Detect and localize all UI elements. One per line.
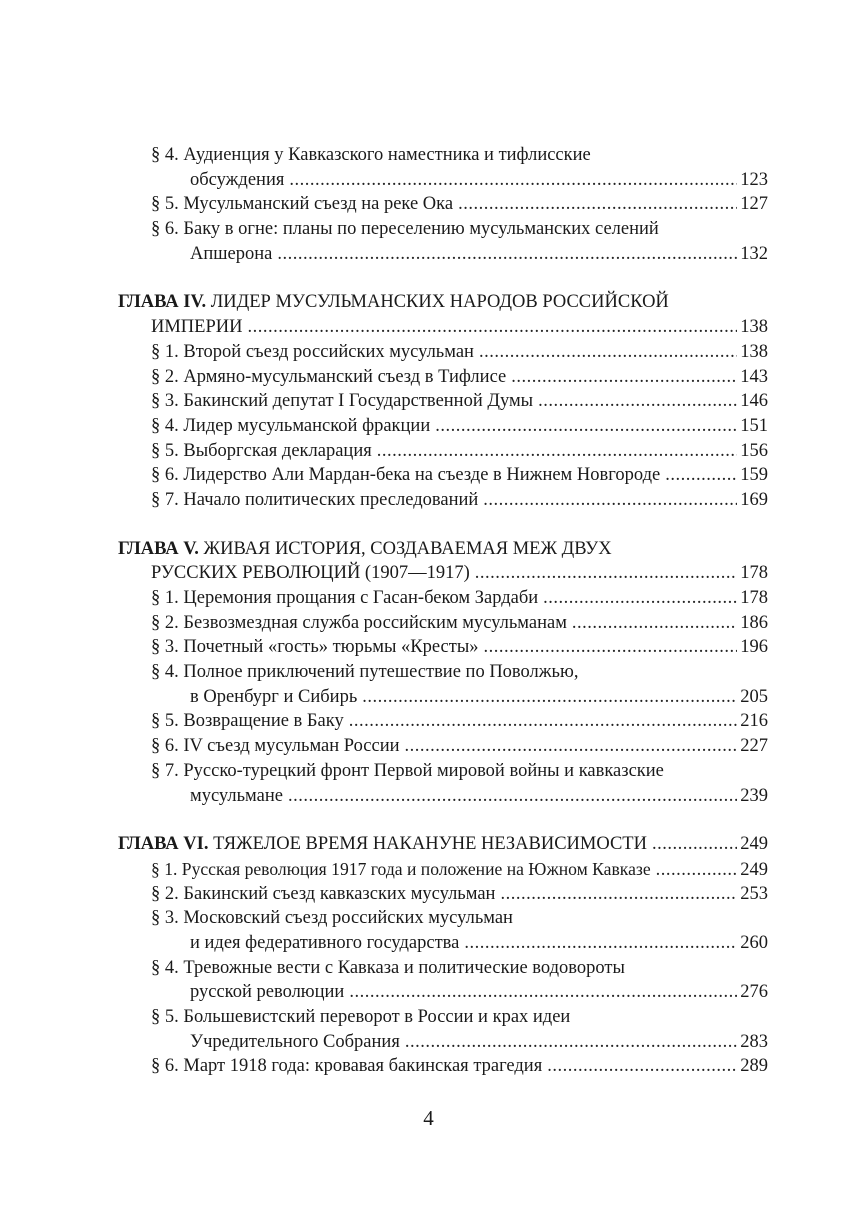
toc-page-number: 159 — [740, 465, 768, 486]
toc-entry-text: Учредительного Собрания — [190, 1031, 400, 1052]
toc-entry — [118, 168, 768, 193]
chapter-label: ГЛАВА IV. — [118, 292, 207, 313]
toc-entry-text: русской революции — [190, 982, 345, 1003]
toc-entry-text: § 6. Март 1918 года: кровавая бакинская трагедия — [151, 1056, 543, 1077]
toc-entry-text: § 4. Тревожные вести с Кавказа и политические водовороты — [151, 957, 625, 978]
chapter-title: РУССКИХ РЕВОЛЮЦИЙ (1907—1917) — [151, 563, 470, 584]
toc-page-number: 227 — [740, 736, 768, 757]
toc-entry-text: § 4. Лидер мусульманской фракции — [151, 415, 431, 436]
toc-entry — [118, 1005, 768, 1030]
toc-page-number: 127 — [740, 194, 768, 215]
toc-entry — [118, 660, 768, 685]
toc-page-number: 143 — [740, 366, 768, 387]
leader-dots — [538, 389, 737, 414]
toc-entry-text: § 2. Армяно-мусульманский съезд в Тифлисе — [151, 366, 507, 387]
toc-page-number: 132 — [740, 243, 768, 264]
toc-entry-text: § 5. Возвращение в Баку — [151, 711, 344, 732]
leader-dots — [665, 463, 737, 488]
chapter-label: ГЛАВА VI. — [118, 834, 209, 855]
leader-dots — [483, 488, 737, 513]
toc-entry — [118, 931, 768, 956]
toc-entry — [118, 635, 768, 660]
toc-page-number: 205 — [740, 686, 768, 707]
toc-page-number: 151 — [740, 415, 768, 436]
toc-page-number: 216 — [740, 711, 768, 732]
toc-entry — [118, 882, 768, 907]
leader-dots — [500, 882, 737, 907]
toc-entry-text: § 2. Бакинский съезд кавказских мусульман — [151, 883, 496, 904]
leader-dots — [405, 734, 738, 759]
toc-entry-text: § 1. Церемония прощания с Гасан-беком Зардаби — [151, 588, 539, 608]
chapter-title: ЖИВАЯ ИСТОРИЯ, СОЗДАВАЕМАЯ МЕЖ ДВУХ — [198, 538, 612, 559]
leader-dots — [362, 685, 737, 710]
toc-page-number: 196 — [740, 637, 768, 658]
leader-dots — [572, 611, 737, 636]
leader-dots — [377, 439, 738, 464]
toc-page-number: 169 — [740, 489, 768, 510]
toc-entry-text: § 4. Полное приключений путешествие по Поволжью, — [151, 662, 579, 683]
toc-entry-text: § 6. Баку в огне: планы по переселению мусульманских селений — [151, 219, 659, 240]
toc-entry — [118, 414, 768, 439]
toc-entry — [118, 1054, 768, 1079]
toc-entry — [118, 734, 768, 759]
toc-page-number: 289 — [740, 1056, 768, 1077]
toc-entry — [118, 759, 768, 784]
toc-entry-text: в Оренбург и Сибирь — [190, 686, 358, 707]
toc-entry — [118, 192, 768, 217]
toc-page-number: 178 — [740, 588, 768, 608]
chapter-heading — [118, 537, 768, 562]
toc-entry — [118, 956, 768, 981]
toc-entry — [118, 143, 768, 168]
toc-page-number: 260 — [740, 932, 768, 953]
toc-page-number: 178 — [740, 563, 768, 584]
toc-page-number: 156 — [740, 440, 768, 461]
chapter-heading — [118, 561, 768, 586]
toc-entry-text: § 1. Второй съезд российских мусульман — [151, 341, 474, 362]
toc-entry — [118, 586, 768, 611]
toc-page-number: 249 — [740, 859, 768, 880]
toc-entry — [118, 365, 768, 390]
toc-entry-text: § 5. Большевистский переворот в России и крах идеи — [151, 1007, 571, 1027]
toc-page-number: 276 — [740, 982, 768, 1003]
toc-page-number: 186 — [740, 612, 768, 633]
toc-entry-text: и идея федеративного государства — [190, 932, 460, 953]
leader-dots — [458, 192, 737, 217]
toc-page-number: 138 — [740, 341, 768, 362]
page-number: 4 — [423, 1106, 434, 1130]
toc-entry — [118, 857, 768, 882]
leader-dots — [656, 858, 738, 883]
toc-entry-text: § 3. Почетный «гость» тюрьмы «Кресты» — [151, 637, 479, 658]
toc-entry-text: § 7. Русско-турецкий фронт Первой мировой войны и кавказские — [151, 760, 664, 781]
toc-entry-text: мусульмане — [190, 785, 283, 806]
toc-entry — [118, 980, 768, 1005]
leader-dots — [652, 832, 737, 857]
toc-entry-text: § 4. Аудиенция у Кавказского наместника и тифлисские — [151, 145, 591, 165]
toc-page-number: 146 — [740, 391, 768, 412]
toc-entry — [118, 906, 768, 931]
toc-entry-text: обсуждения — [190, 169, 285, 190]
toc-entry — [118, 340, 768, 365]
chapter-heading — [118, 832, 768, 857]
leader-dots — [247, 315, 737, 340]
leader-dots — [435, 414, 737, 439]
toc-entry-text: Апшерона — [190, 243, 273, 264]
leader-dots — [277, 242, 737, 267]
toc-entry — [118, 784, 768, 809]
table-of-contents — [118, 143, 768, 1079]
toc-page-number: 249 — [740, 834, 768, 855]
toc-entry-text: § 5. Мусульманский съезд на реке Ока — [151, 194, 454, 215]
chapter-heading — [118, 315, 768, 340]
chapter-title: ЛИДЕР МУСУЛЬМАНСКИХ НАРОДОВ РОССИЙСКОЙ — [206, 292, 669, 313]
chapter-title: ИМПЕРИИ — [151, 317, 243, 338]
leader-dots — [511, 365, 737, 390]
toc-entry — [118, 463, 768, 488]
leader-dots — [288, 784, 737, 809]
toc-page-number: 253 — [740, 883, 768, 904]
toc-entry — [118, 389, 768, 414]
toc-entry — [118, 488, 768, 513]
toc-entry-text: § 5. Выборгская декларация — [151, 440, 372, 461]
leader-dots — [479, 340, 737, 365]
toc-page-number: 123 — [740, 169, 768, 190]
leader-dots — [349, 980, 737, 1005]
toc-entry-text: § 1. Русская революция 1917 года и положение на Южном Кавказе — [151, 858, 651, 879]
leader-dots — [349, 709, 738, 734]
toc-entry-text: § 6. IV съезд мусульман России — [151, 736, 400, 757]
toc-entry — [118, 611, 768, 636]
toc-entry-text: § 3. Бакинский депутат I Государственной Думы — [151, 391, 534, 412]
toc-entry — [118, 439, 768, 464]
toc-entry — [118, 217, 768, 242]
chapter-heading — [118, 290, 768, 315]
leader-dots — [464, 931, 737, 956]
leader-dots — [484, 635, 738, 660]
leader-dots — [547, 1054, 737, 1079]
chapter-label: ГЛАВА V. — [118, 538, 199, 559]
toc-entry — [118, 1030, 768, 1055]
leader-dots — [475, 561, 738, 586]
toc-page-number: 239 — [740, 785, 768, 806]
leader-dots — [543, 586, 737, 611]
toc-page-number: 283 — [740, 1031, 768, 1052]
toc-entry-text: § 6. Лидерство Али Мардан-бека на съезде в Нижнем Новгороде — [151, 465, 661, 486]
toc-entry-text: § 7. Начало политических преследований — [151, 489, 479, 510]
toc-page-number: 138 — [740, 317, 768, 338]
chapter-title: ТЯЖЕЛОЕ ВРЕМЯ НАКАНУНЕ НЕЗАВИСИМОСТИ — [208, 834, 647, 855]
toc-entry — [118, 242, 768, 267]
leader-dots — [289, 168, 737, 193]
toc-entry-text: § 3. Московский съезд российских мусульман — [151, 908, 513, 929]
toc-entry-text: § 2. Безвозмездная служба российским мусульманам — [151, 612, 567, 633]
leader-dots — [405, 1030, 737, 1055]
toc-entry — [118, 685, 768, 710]
toc-entry — [118, 709, 768, 734]
